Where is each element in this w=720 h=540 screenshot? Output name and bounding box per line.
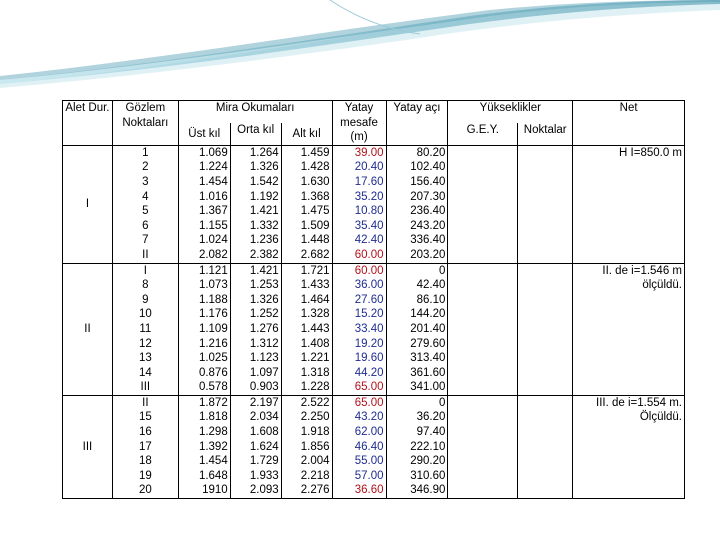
header-aci: Yatay açı	[386, 101, 448, 146]
ust-value: 1.454	[198, 455, 228, 468]
points-column	[112, 263, 178, 395]
header-ust: Üst kıl	[178, 123, 230, 145]
points-value: 14	[138, 366, 152, 379]
header-alt: Alt kıl	[281, 123, 332, 145]
alt-value: 1.408	[300, 337, 330, 350]
points-value: I	[143, 264, 147, 277]
net-note: H I=850.0 m	[573, 145, 685, 263]
alt-value: 1.856	[300, 440, 330, 453]
mesafe-value: 57.00	[354, 469, 384, 482]
aci-value: 80.20	[416, 146, 446, 159]
gey-cell	[448, 263, 518, 395]
points-value: III	[140, 381, 151, 394]
noktalar-cell	[518, 145, 573, 263]
gey-cell	[448, 395, 518, 498]
group-row-station-1	[63, 145, 685, 263]
mesafe-value: 46.40	[354, 440, 384, 453]
alt-value: 1.475	[300, 205, 330, 218]
points-column	[112, 395, 178, 498]
alt-value: 1.433	[300, 279, 330, 292]
points-column	[112, 145, 178, 263]
aci-value: 313.40	[410, 352, 446, 365]
mesafe-column	[332, 263, 386, 395]
decorative-wave-banner	[0, 0, 720, 90]
aci-value: 203.20	[410, 248, 446, 261]
alt-value: 1.459	[300, 146, 330, 159]
aci-value: 36.20	[416, 411, 446, 424]
alt-value: 2.218	[300, 469, 330, 482]
orta-value: 1.729	[249, 455, 279, 468]
gey-cell	[448, 145, 518, 263]
orta-value: 1.252	[249, 308, 279, 321]
header-gey: G.E.Y.	[448, 123, 518, 145]
group-row-station-3	[63, 395, 685, 498]
alt-column	[281, 263, 332, 395]
aci-value: 86.10	[416, 293, 446, 306]
points-value: 18	[138, 455, 152, 468]
ust-value: 1.016	[198, 190, 228, 203]
header-yukseklikler: Yükseklikler	[448, 101, 573, 123]
alt-value: 1.368	[300, 190, 330, 203]
ust-value: 1.025	[198, 352, 228, 365]
orta-value: 0.903	[249, 381, 279, 394]
ust-value: 1.024	[198, 234, 228, 247]
aci-value: 207.30	[410, 190, 446, 203]
ust-value: 1.367	[198, 205, 228, 218]
points-value: 12	[138, 337, 152, 350]
orta-value: 1.253	[249, 279, 279, 292]
header-noktalar: Noktalar	[518, 123, 573, 145]
aci-value: 341.00	[410, 381, 446, 394]
aci-value: 290.20	[410, 455, 446, 468]
aci-value: 97.40	[416, 426, 446, 439]
points-value: 20	[138, 484, 152, 497]
ust-value: 1.176	[198, 308, 228, 321]
mesafe-value: 19.60	[354, 352, 384, 365]
ust-value: 1910	[202, 484, 228, 497]
points-value: 5	[142, 205, 149, 218]
alt-value: 1.428	[300, 161, 330, 174]
aci-value: 102.40	[410, 161, 446, 174]
points-value: 11	[139, 322, 152, 335]
mesafe-value: 42.40	[354, 234, 384, 247]
ust-value: 1.818	[198, 411, 228, 424]
alt-value: 1.509	[300, 219, 330, 232]
orta-column	[230, 145, 281, 263]
orta-value: 1.542	[249, 175, 279, 188]
aci-value: 222.10	[410, 440, 446, 453]
mesafe-value: 33.40	[354, 322, 384, 335]
orta-value: 1.264	[249, 146, 279, 159]
mesafe-column	[332, 395, 386, 498]
points-value: 6	[142, 219, 149, 232]
noktalar-cell	[518, 395, 573, 498]
orta-value: 2.197	[249, 396, 279, 409]
ust-value: 1.216	[198, 337, 228, 350]
aci-value: 236.40	[410, 205, 446, 218]
orta-value: 1.624	[249, 440, 279, 453]
ust-value: 1.648	[198, 469, 228, 482]
orta-value: 1.236	[249, 234, 279, 247]
aci-value: 336.40	[410, 234, 446, 247]
alt-value: 1.328	[300, 308, 330, 321]
alt-value: 1.228	[300, 381, 330, 394]
ust-value: 1.454	[198, 175, 228, 188]
ust-value: 1.073	[198, 279, 228, 292]
orta-value: 1.608	[249, 426, 279, 439]
alt-value: 1.721	[300, 264, 330, 277]
aci-value: 42.40	[416, 279, 446, 292]
aci-value: 310.60	[410, 469, 446, 482]
points-value: 15	[138, 411, 152, 424]
ust-value: 1.069	[198, 146, 228, 159]
orta-value: 1.312	[249, 337, 279, 350]
ust-value: 1.298	[198, 426, 228, 439]
ust-value: 0.876	[198, 366, 228, 379]
orta-value: 1.276	[249, 322, 279, 335]
aci-column	[386, 263, 448, 395]
mesafe-value: 60.00	[354, 264, 384, 277]
alt-value: 1.318	[300, 366, 330, 379]
ust-value: 1.109	[198, 322, 228, 335]
station-label: II	[63, 263, 113, 395]
alt-value: 1.630	[300, 175, 330, 188]
alt-value: 1.443	[300, 322, 330, 335]
points-value: 9	[142, 293, 149, 306]
orta-value: 1.192	[249, 190, 279, 203]
net-note: III. de i=1.554 m. Ölçüldü.	[573, 395, 685, 498]
aci-value: 0	[438, 264, 446, 277]
ust-column	[178, 395, 230, 498]
ust-value: 1.392	[198, 440, 228, 453]
mesafe-value: 39.00	[354, 146, 384, 159]
points-value: 8	[142, 279, 149, 292]
aci-value: 201.40	[410, 322, 446, 335]
mesafe-column	[332, 145, 386, 263]
alt-column	[281, 145, 332, 263]
points-value: 3	[142, 175, 149, 188]
orta-value: 1.097	[249, 366, 279, 379]
mesafe-value: 55.00	[354, 455, 384, 468]
alt-value: 2.682	[300, 248, 330, 261]
aci-value: 279.60	[410, 337, 446, 350]
noktalar-cell	[518, 263, 573, 395]
points-value: 2	[142, 161, 149, 174]
points-value: 1	[142, 146, 149, 159]
mesafe-value: 20.40	[354, 161, 384, 174]
mesafe-value: 19.20	[354, 337, 384, 350]
ust-value: 1.872	[198, 396, 228, 409]
mesafe-value: 35.20	[354, 190, 384, 203]
orta-value: 1.123	[249, 352, 279, 365]
alt-value: 2.004	[300, 455, 330, 468]
mesafe-value: 17.60	[354, 175, 384, 188]
ust-value: 1.188	[198, 293, 228, 306]
mesafe-value: 65.00	[354, 396, 384, 409]
header-orta: Orta kıl	[230, 123, 281, 145]
header-gozlem: Gözlem Noktaları	[112, 101, 178, 146]
orta-value: 2.382	[249, 248, 279, 261]
ust-column	[178, 263, 230, 395]
points-value: 13	[138, 352, 152, 365]
orta-value: 1.421	[249, 264, 279, 277]
header-net: Net	[573, 101, 685, 146]
ust-value: 1.121	[198, 264, 228, 277]
station-label: III	[63, 395, 113, 498]
aci-value: 144.20	[410, 308, 446, 321]
orta-value: 1.421	[249, 205, 279, 218]
alt-value: 2.250	[300, 411, 330, 424]
points-value: II	[142, 248, 149, 261]
orta-value: 2.093	[249, 484, 279, 497]
alt-value: 1.221	[300, 352, 330, 365]
mesafe-value: 44.20	[354, 366, 384, 379]
ust-value: 2.082	[198, 248, 228, 261]
ust-value: 1.155	[198, 219, 228, 232]
orta-value: 2.034	[249, 411, 279, 424]
mesafe-value: 15.20	[354, 308, 384, 321]
orta-column	[230, 395, 281, 498]
points-value: II	[142, 396, 149, 409]
orta-value: 1.326	[249, 161, 279, 174]
orta-column	[230, 263, 281, 395]
points-value: 19	[138, 469, 152, 482]
aci-value: 361.60	[410, 366, 446, 379]
aci-value: 346.90	[410, 484, 446, 497]
orta-value: 1.933	[249, 469, 279, 482]
aci-value: 243.20	[410, 219, 446, 232]
points-value: 4	[142, 190, 149, 203]
header-row-1	[63, 101, 685, 123]
orta-value: 1.326	[249, 293, 279, 306]
aci-column	[386, 395, 448, 498]
group-row-station-2	[63, 263, 685, 395]
station-label: I	[63, 145, 113, 263]
mesafe-value: 35.40	[354, 219, 384, 232]
mesafe-value: 10.80	[354, 205, 384, 218]
points-value: 17	[138, 440, 152, 453]
header-mesafe: Yatay mesafe (m)	[332, 101, 386, 146]
mesafe-value: 36.00	[354, 279, 384, 292]
ust-value: 0.578	[198, 381, 228, 394]
mesafe-value: 27.60	[354, 293, 384, 306]
header-alet: Alet Dur.	[63, 101, 113, 146]
points-value: 10	[138, 308, 152, 321]
mesafe-value: 60.00	[354, 248, 384, 261]
net-note: II. de i=1.546 m ölçüldü.	[573, 263, 685, 395]
mesafe-value: 36.60	[354, 484, 384, 497]
orta-value: 1.332	[249, 219, 279, 232]
alt-value: 1.464	[300, 293, 330, 306]
alt-value: 1.448	[300, 234, 330, 247]
alt-value: 2.522	[300, 396, 330, 409]
alt-column	[281, 395, 332, 498]
mesafe-value: 65.00	[354, 381, 384, 394]
ust-column	[178, 145, 230, 263]
mesafe-value: 43.20	[354, 411, 384, 424]
alt-value: 2.276	[300, 484, 330, 497]
aci-column	[386, 145, 448, 263]
points-value: 16	[138, 426, 152, 439]
survey-table	[62, 100, 685, 499]
header-mira: Mira Okumaları	[178, 101, 332, 123]
aci-value: 0	[438, 396, 446, 409]
alt-value: 1.918	[300, 426, 330, 439]
aci-value: 156.40	[410, 175, 446, 188]
ust-value: 1.224	[198, 161, 228, 174]
points-value: 7	[142, 234, 149, 247]
mesafe-value: 62.00	[354, 426, 384, 439]
